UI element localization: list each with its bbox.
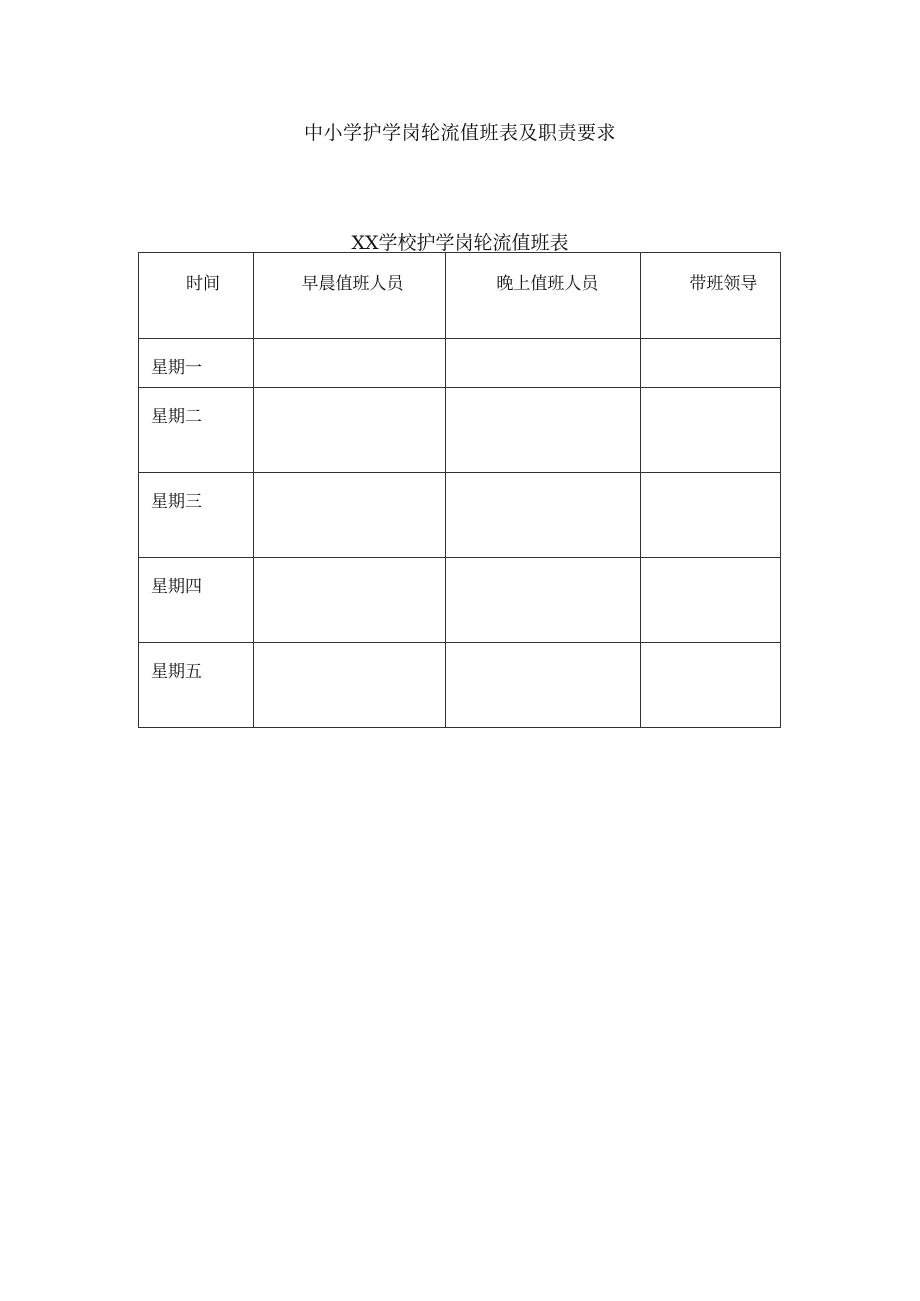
header-label-time: 时间 xyxy=(186,274,220,294)
morning-staff-cell[interactable] xyxy=(253,473,446,558)
day-label: 星期五 xyxy=(151,662,202,682)
leader-cell[interactable] xyxy=(641,388,781,473)
evening-staff-cell[interactable] xyxy=(446,388,641,473)
header-label-leader: 带班领导 xyxy=(689,274,758,294)
evening-staff-cell[interactable] xyxy=(446,558,641,643)
duty-schedule-table xyxy=(138,252,781,728)
table-header-row xyxy=(139,253,781,339)
header-label-evening: 晚上值班人员 xyxy=(496,274,599,294)
morning-staff-cell[interactable] xyxy=(253,558,446,643)
leader-cell[interactable] xyxy=(641,339,781,388)
day-cell xyxy=(139,339,254,388)
header-label-morning: 早晨值班人员 xyxy=(301,274,404,294)
table-row xyxy=(139,558,781,643)
day-label: 星期二 xyxy=(151,407,202,427)
table-title: XX学校护学岗轮流值班表 xyxy=(351,232,569,254)
header-cell-morning xyxy=(253,253,446,339)
table-row xyxy=(139,473,781,558)
table-row xyxy=(139,643,781,728)
table-row xyxy=(139,388,781,473)
morning-staff-cell[interactable] xyxy=(253,643,446,728)
evening-staff-cell[interactable] xyxy=(446,473,641,558)
day-cell xyxy=(139,388,254,473)
morning-staff-cell[interactable] xyxy=(253,339,446,388)
header-cell-leader xyxy=(641,253,781,339)
day-label: 星期一 xyxy=(151,358,202,378)
day-cell xyxy=(139,643,254,728)
header-cell-time xyxy=(139,253,254,339)
day-label: 星期三 xyxy=(151,492,202,512)
header-cell-evening xyxy=(446,253,641,339)
leader-cell[interactable] xyxy=(641,643,781,728)
evening-staff-cell[interactable] xyxy=(446,339,641,388)
morning-staff-cell[interactable] xyxy=(253,388,446,473)
day-label: 星期四 xyxy=(151,577,202,597)
day-cell xyxy=(139,558,254,643)
document-title: 中小学护学岗轮流值班表及职责要求 xyxy=(303,122,616,144)
evening-staff-cell[interactable] xyxy=(446,643,641,728)
leader-cell[interactable] xyxy=(641,473,781,558)
table-row xyxy=(139,339,781,388)
leader-cell[interactable] xyxy=(641,558,781,643)
day-cell xyxy=(139,473,254,558)
